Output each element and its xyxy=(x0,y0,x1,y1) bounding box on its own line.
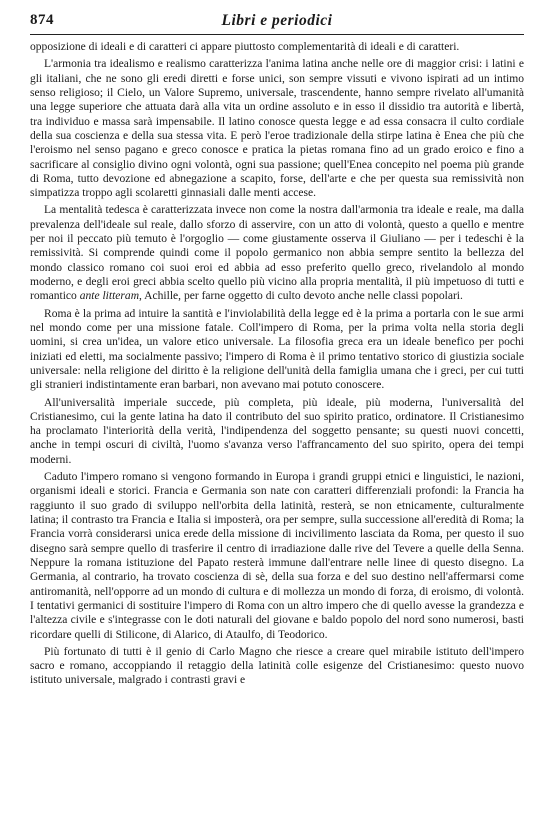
paragraph-rome-law: Roma è la prima ad intuire la santità e l'inviolabilità della legge ed è la prima a portarla con le sue armi nel mondo come per una missione fatale. Coll'impero di Roma, per la prima volta nella storia degli uomini, si crea un'idea, un valore etico universale. La filosofia greca era un ideale benefico per pochi iniziati ed eletti, ma socialmente passivo; l'impero di Roma è il primo tentativo storico di giustizia sociale universale: nella religione del diritto è la religione dell'unità della famiglia umana che i greci, per cui tutti gli stranieri indistintamente eran barbari, non avevano mai potuto conoscere. xyxy=(30,307,524,392)
paragraph-german-mentality: La mentalità tedesca è caratterizzata invece non come la nostra dall'armonia tra ideale e reale, ma dalla prevalenza dell'ideale sul reale, dallo sforzo di asservire, con un atto di volontà, questo a quello e mentre per noi il peccato più temuto è l'orgoglio — come giustamente osserva il Giuliano — per i tedeschi è la remissività. Si comprende quindi come il popolo germanico non abbia sempre sentito la bellezza del mondo classico romano coi suoi eroi ed abbia ad esso preferito quello greco, rivelandolo al mondo moderno, e degli eroi greci abbia scelto quello più vicino alla propria mentalità, il più impetuoso di tutti e romantico ante litteram, Achille, per farne oggetto di culto devoto anche nelle classi popolari. xyxy=(30,204,524,303)
paragraph-charlemagne: Più fortunato di tutti è il genio di Carlo Magno che riesce a creare quel mirabile istituto dell'impero sacro e romano, accoppiando il retaggio della latinità colle esigenze del Cristianesimo: questo nuovo istituto universale, malgrado i contrasti gravi e xyxy=(30,645,524,687)
paragraph-continuation: opposizione di ideali e di caratteri ci appare piuttosto complementarità di ideali e di caratteri. xyxy=(30,41,460,53)
paragraph-nations: Caduto l'impero romano si vengono formando in Europa i grandi gruppi etnici e linguistici, le nazioni, organismi ideali e storici. Francia e Germania son nate con caratteri differenziali profondi: la Francia ha raggiunto il suo grado di sviluppo nell'orbita della latinità, resterà, se non etnicamente, culturalmente latina; il contrasto tra Francia e Italia si imposterà, ora per sempre, sulla successione all'eredità di Roma; la Francia vorrà considerarsi unica erede della missione di incivilimento lasciata da Roma, per questo il suo disegno sarà sempre quello di trasferire il centro di irradiazione dalle rive del Tevere a quelle della Senna. Neppure la romana istituzione del Papato resterà immune dall'entrare nelle linee di questo disegno. La Germania, al contrario, ha trovato coscienza di sè, della sua forza e del suo destino nell'affermarsi come antiromanità, nell'opporre ad un mondo di cultura e di mollezza un mondo di forza, di eroismo, di volontà. I tentativi germanici di sostituire l'impero di Roma con un altro impero che di quello avesse la grandezza e l'altezza civile e s'integrasse con le doti naturali del giovane e baldo popolo del nord sono numerosi, basti ricordare quelli di Stilicone, di Alarico, di Ataulfo, di Teodorico. xyxy=(30,471,524,641)
page xyxy=(30,12,524,688)
paragraph-christianity: All'universalità imperiale succede, più completa, più ideale, più moderna, l'universalità del Cristianesimo, cui la gente latina ha dato il contributo del suo spirito pratico, ordinatore. Il Cristianesimo ha proclamato l'interiorità della verità, l'indipendenza del soggetto pensante; su questi nuovi concetti, anche in tempi oscuri di civiltà, l'uomo s'avanza verso l'affrancamento del suo spirito, opera dei tempi moderni. xyxy=(30,396,524,466)
running-title: Libri e periodici xyxy=(221,12,333,29)
page-header xyxy=(30,12,524,35)
paragraph-latin-harmony: L'armonia tra idealismo e realismo caratterizza l'anima latina anche nelle ore di maggior crisi: i latini e gli italiani, che ne sono gli eredi diretti e forse unici, son sempre vissuti e vivono ispirati ad un intimo senso religioso; il Cielo, un Valore Supremo, universale, trascendente, hanno sempre rivelato all'umanità una legge superiore che attuata darà alla vita un ordine assoluto e in esso il dissidio tra autorità e libertà, tra individuo e massa sarà impensabile. Il latino conosce questa legge e ad essa consacra il culto cordiale della sua coscienza e della sua stessa vita. E però l'eroe tradizionale della stirpe latina è Enea che più che l'eroismo nel senso pagano e greco conosce e pratica la pietas romana fino ad un grado eroico e fino a sacrificare al consiglio divino ogni volontà, ogni sua passione; quell'Enea concepito nel poema più grande di Roma, tutto devozione ed abnegazione a scapito, forse, dell'arte e che per questa sua remissività non simpatizza troppo agli scolaretti ginnasiali dalle menti accese. xyxy=(30,58,524,200)
article-body xyxy=(30,40,524,688)
page-number: 874 xyxy=(30,12,54,28)
